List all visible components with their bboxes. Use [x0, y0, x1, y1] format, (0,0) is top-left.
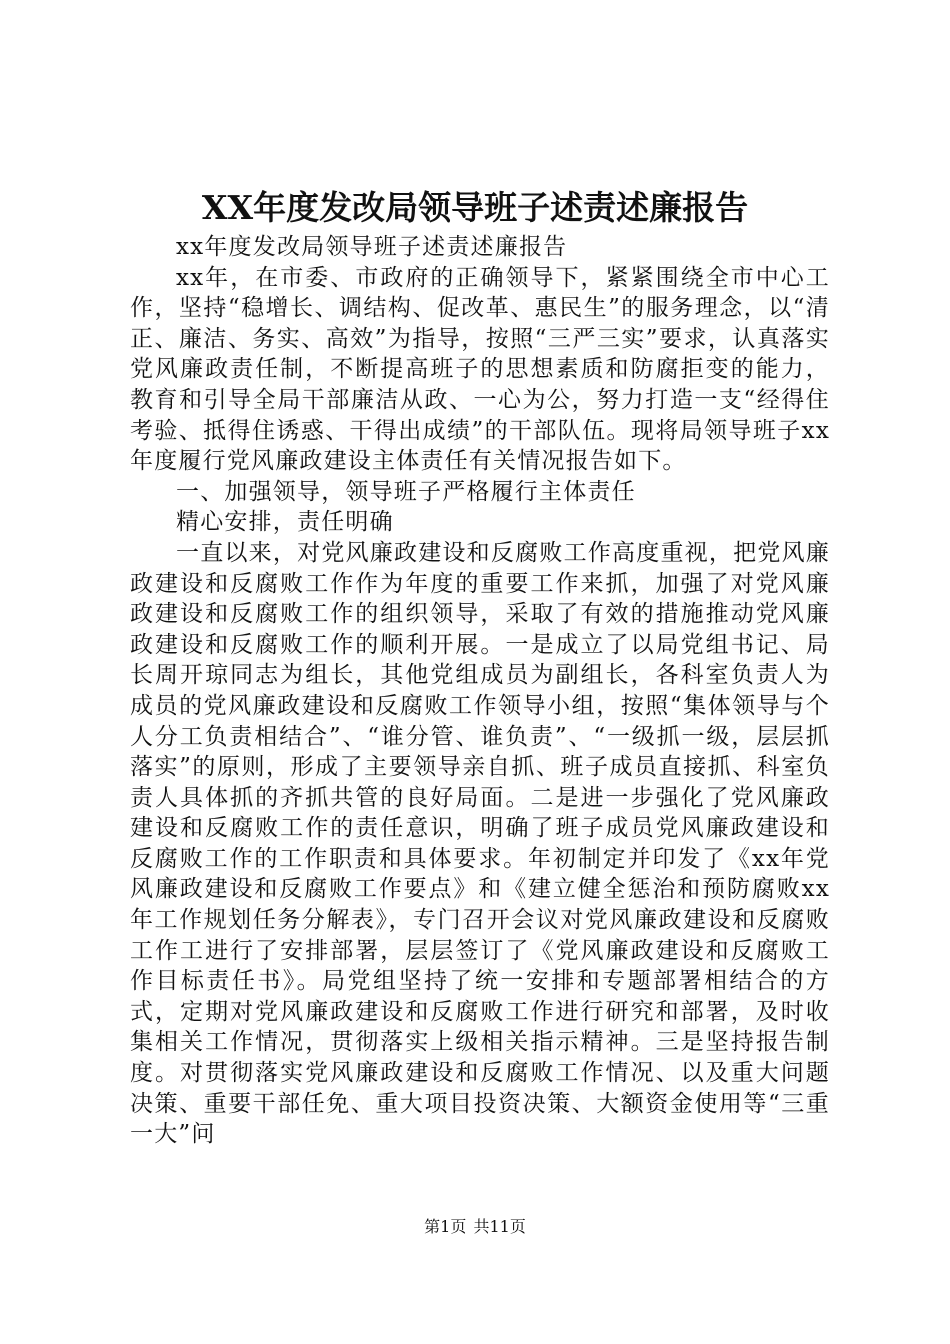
subtitle-paragraph: xx年度发改局领导班子述责述廉报告 [176, 234, 568, 260]
page-total: 共11页 [473, 1217, 526, 1236]
subsection-heading: 精心安排，责任明确 [176, 509, 394, 536]
page-footer [0, 1216, 950, 1238]
page-number: 第1页 [424, 1217, 467, 1236]
document-body [130, 232, 830, 1150]
intro-paragraph: xx年，在市委、市政府的正确领导下，紧紧围绕全市中心工作，坚持“稳增长、调结构、促改革、惠民生”的服务理念，以“清正、廉洁、务实、高效”为指导，按照“三严三实”要求，认真落实党风廉政责任制，不断提高班子的思想素质和防腐拒变的能力，教育和引导全局干部廉洁从政、一心为公，努力打造一支“经得住考验、抵得住诱惑、干得出成绩”的干部队伍。现将局领导班子xx年度履行党风廉政建设主体责任有关情况报告如下。 [130, 264, 830, 475]
document-title: XX年度发改局领导班子述责述廉报告 [201, 188, 749, 227]
section-heading: 一、加强领导，领导班子严格履行主体责任 [176, 478, 636, 505]
body-paragraph: 一直以来，对党风廉政建设和反腐败工作高度重视，把党风廉政建设和反腐败工作作为年度的重要工作来抓，加强了对党风廉政建设和反腐败工作的组织领导，采取了有效的措施推动党风廉政建设和反腐败工作的顺利开展。一是成立了以局党组书记、局长周开琼同志为组长，其他党组成员为副组长，各科室负责人为成员的党风廉政建设和反腐败工作领导小组，按照“集体领导与个人分工负责相结合”、“谁分管、谁负责”、“一级抓一级，层层抓落实”的原则，形成了主要领导亲自抓、班子成员直接抓、科室负责人具体抓的齐抓共管的良好局面。二是进一步强化了党风廉政建设和反腐败工作的责任意识，明确了班子成员党风廉政建设和反腐败工作的工作职责和具体要求。年初制定并印发了《xx年党风廉政建设和反腐败工作要点》和《建立健全惩治和预防腐败xx年工作规划任务分解表》，专门召开会议对党风廉政建设和反腐败工作工进行了安排部署，层层签订了《党风廉政建设和反腐败工作目标责任书》。局党组坚持了统一安排和专题部署相结合的方式，定期对党风廉政建设和反腐败工作进行研究和部署，及时收集相关工作情况，贯彻落实上级相关指示精神。三是坚持报告制度。对贯彻落实党风廉政建设和反腐败工作情况、以及重大问题决策、重要干部任免、重大项目投资决策、大额资金使用等“三重一大”问 [130, 539, 830, 1148]
